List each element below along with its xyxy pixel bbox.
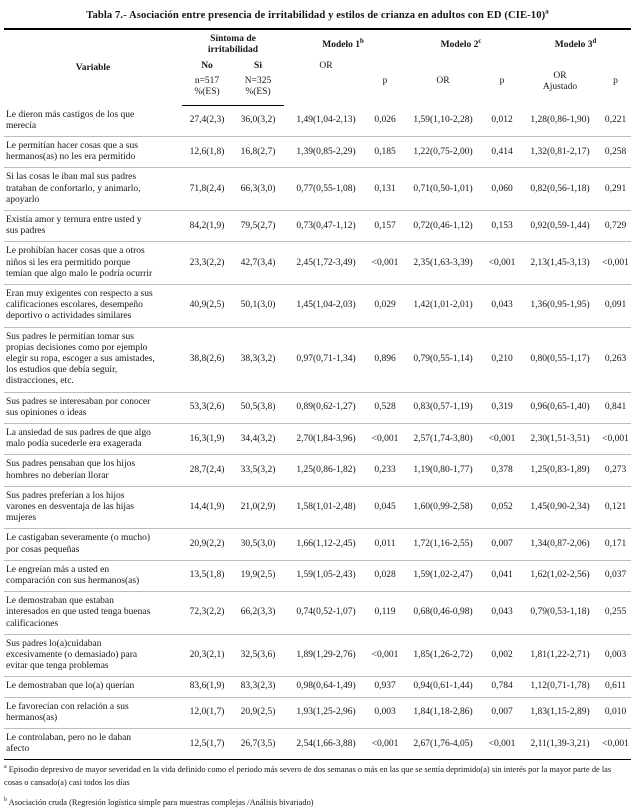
modelo3-p-cell: 0,221 [604,115,627,126]
table-row [4,697,631,728]
modelo3-p-cell: 0,010 [600,697,631,728]
modelo2-p-cell: <0,001 [484,242,520,285]
modelo1-p-cell: 0,028 [368,560,402,591]
modelo3-or-cell: 1,34(0,87-2,06) [520,529,600,560]
si-pct-cell: 66,3(3,0) [232,168,284,211]
modelo2-p-cell: 0,153 [484,210,520,241]
modelo1-or-cell: 1,89(1,29-2,76) [284,634,368,677]
modelo2-p-cell: 0,784 [484,677,520,697]
footnote-a-marker: a [4,764,7,771]
header-no: No [201,61,213,72]
modelo1-or-cell: 1,59(1,05-2,43) [284,560,368,591]
table-row [4,560,631,591]
modelo3-or-cell: 1,36(0,95-1,95) [520,284,600,327]
modelo1-or-cell: 1,58(1,01-2,48) [284,486,368,529]
modelo2-or-cell: 1,59(1,10-2,28) [413,115,473,126]
modelo2-or-cell: 1,60(0,99-2,58) [402,486,484,529]
modelo3-or-cell: 0,82(0,56-1,18) [520,168,600,211]
footnotes [4,764,631,809]
variable-cell: Le controlaban, pero no le daban afecto [4,729,182,760]
table-row [4,486,631,529]
no-pct-cell: 23,3(2,2) [182,242,232,285]
no-pct-cell: 12,6(1,8) [182,136,232,167]
modelo3-or-cell: 2,30(1,51-3,51) [520,423,600,454]
table-body [4,106,631,760]
variable-cell: Le dieron más castigos de los que merecía [6,109,135,131]
modelo1-or-cell: 1,49(1,04-2,13) [296,115,356,126]
modelo3-p-cell: 0,729 [600,210,631,241]
modelo2-p-cell: 0,319 [484,392,520,423]
modelo1-or-cell: 0,74(0,52-1,07) [284,592,368,635]
header-or-ajustado [520,58,600,105]
variable-cell: Sus padres pensaban que los hijos hombres no deberían llorar [4,455,182,486]
modelo3-or-cell: 1,12(0,71-1,78) [520,677,600,697]
footnote-a-text: Episodio depresivo de mayor severidad en la vida definido como el periodo más severo de dos semanas o más en las que se sentía deprimido(a) sin interés por la mayor parte de las cosas o cansado(a) casi todos los días [4,765,612,788]
modelo1-p-cell: <0,001 [368,634,402,677]
variable-cell: Le demostraban que estaban interesados en que usted tenga buenas calificaciones [4,592,182,635]
no-pct-cell: 71,8(2,4) [182,168,232,211]
modelo1-p-cell: 0,185 [368,136,402,167]
footnote-b-marker: b [4,796,7,803]
table-title [14,10,621,21]
header-no-es-label: %(ES) [194,86,220,97]
modelo2-or-cell: 1,59(1,02-2,47) [402,560,484,591]
table-title-superscript: a [545,8,549,16]
modelo3-p-cell: <0,001 [600,729,631,760]
modelo1-or-cell: 0,97(0,71-1,34) [284,327,368,392]
modelo1-p-cell: 0,131 [368,168,402,211]
modelo3-or-cell: 1,28(0,86-1,90) [530,115,590,126]
no-pct-cell: 28,7(2,4) [182,455,232,486]
header-modelo1 [284,29,402,58]
variable-cell: Le castigaban severamente (o mucho) por cosas pequeñas [4,529,182,560]
modelo2-or-cell: 0,83(0,57-1,19) [402,392,484,423]
modelo1-or-cell: 1,25(0,86-1,82) [284,455,368,486]
modelo1-or-cell: 1,45(1,04-2,03) [284,284,368,327]
table-row [4,210,631,241]
modelo2-p-cell: <0,001 [484,729,520,760]
modelo3-p-cell: 0,258 [600,136,631,167]
si-pct-cell: 50,1(3,0) [232,284,284,327]
header-no-n-value: n=517 [194,75,220,86]
modelo3-or-cell: 0,96(0,65-1,40) [520,392,600,423]
no-pct-cell: 72,3(2,2) [182,592,232,635]
modelo1-p-cell: 0,528 [368,392,402,423]
variable-cell: Eran muy exigentes con respecto a sus calificaciones escolares, desempeño deportivo o actividades similares [4,284,182,327]
modelo3-or-cell: 1,25(0,83-1,89) [520,455,600,486]
no-pct-cell: 84,2(1,9) [182,210,232,241]
modelo1-p-cell: 0,233 [368,455,402,486]
modelo1-p-cell: <0,001 [368,423,402,454]
no-pct-cell: 38,8(2,6) [182,327,232,392]
header-p-modelo1: p [382,76,388,87]
modelo2-or-cell: 0,68(0,46-0,98) [402,592,484,635]
modelo2-p-cell: 0,052 [484,486,520,529]
no-pct-cell: 40,9(2,5) [182,284,232,327]
table-title-text: Tabla 7.- Asociación entre presencia de irritabilidad y estilos de crianza en adultos con ED (CIE-10) [86,10,546,21]
variable-cell: Sus padres lo(a)cuidaban excesivamente (o demasiado) para evitar que tenga problemas [4,634,182,677]
si-pct-cell: 79,5(2,7) [232,210,284,241]
header-modelo2 [402,29,520,58]
modelo1-or-cell: 0,73(0,47-1,12) [284,210,368,241]
variable-cell: Si las cosas le iban mal sus padres trataban de confortarlo, y animarlo, apoyarlo [4,168,182,211]
si-pct-cell: 16,8(2,7) [232,136,284,167]
header-or-modelo1: OR [319,61,333,72]
no-pct-cell: 13,5(1,8) [182,560,232,591]
modelo2-p-cell: 0,007 [484,529,520,560]
modelo1-or-cell: 1,93(1,25-2,96) [284,697,368,728]
modelo3-p-cell: <0,001 [600,242,631,285]
header-si-n-value: N=325 [244,75,272,86]
header-sintoma-group [182,29,284,58]
header-si-n [232,74,284,106]
header-p-modelo3: p [613,76,618,87]
si-pct-cell: 33,5(3,2) [232,455,284,486]
modelo2-or-cell: 1,22(0,75-2,00) [402,136,484,167]
variable-cell: Existía amor y ternura entre usted y sus padres [4,210,182,241]
header-variable: Variable [75,63,111,74]
modelo2-or-cell: 1,19(0,80-1,77) [402,455,484,486]
si-pct-cell: 83,3(2,3) [232,677,284,697]
modelo2-p-cell: 0,378 [484,455,520,486]
si-pct-cell: 20,9(2,5) [232,697,284,728]
modelo3-or-cell: 1,45(0,90-2,34) [520,486,600,529]
footnote-b [4,797,631,809]
modelo1-p-cell: 0,119 [368,592,402,635]
si-pct-cell: 21,0(2,9) [232,486,284,529]
table-row [4,284,631,327]
no-pct-cell: 20,9(2,2) [182,529,232,560]
header-modelo3 [520,29,631,58]
modelo3-p-cell: 0,611 [600,677,631,697]
modelo3-p-cell: 0,255 [600,592,631,635]
modelo3-or-cell: 1,32(0,81-2,17) [520,136,600,167]
no-pct-cell: 12,0(1,7) [182,697,232,728]
modelo1-p-cell: 0,937 [368,677,402,697]
modelo1-p-cell: <0,001 [368,729,402,760]
modelo1-p-cell: <0,001 [368,242,402,285]
table-row [4,392,631,423]
no-pct-cell: 20,3(2,1) [182,634,232,677]
no-pct-cell: 14,4(1,9) [182,486,232,529]
modelo1-or-cell: 2,45(1,72-3,49) [284,242,368,285]
no-pct-cell: 53,3(2,6) [182,392,232,423]
si-pct-cell: 26,7(3,5) [232,729,284,760]
modelo2-p-cell: 0,043 [484,284,520,327]
table-row [4,677,631,697]
table-row [4,168,631,211]
si-pct-cell: 42,7(3,4) [232,242,284,285]
modelo2-p-cell: 0,041 [484,560,520,591]
variable-cell: La ansiedad de sus padres de que algo malo podía sucederle era exagerada [4,423,182,454]
si-pct-cell: 30,5(3,0) [232,529,284,560]
table-row [4,327,631,392]
modelo3-or-cell: 1,62(1,02-2,56) [520,560,600,591]
modelo1-or-cell: 0,77(0,55-1,08) [284,168,368,211]
header-no-n [182,74,232,106]
modelo3-p-cell: 0,841 [600,392,631,423]
table-row [4,242,631,285]
results-table [4,28,631,760]
header-si: Si [254,61,262,72]
si-pct-cell: 34,4(3,2) [232,423,284,454]
modelo2-or-cell: 0,79(0,55-1,14) [402,327,484,392]
modelo2-p-cell: 0,007 [484,697,520,728]
modelo3-p-cell: <0,001 [600,423,631,454]
modelo2-p-cell: <0,001 [484,423,520,454]
si-pct-cell: 36,0(3,2) [240,115,276,126]
header-or-ajustado-label: OR Ajustado [542,70,578,92]
no-pct-cell: 12,5(1,7) [182,729,232,760]
header-modelo2-label: Modelo 2 [440,39,479,50]
modelo1-or-cell: 0,98(0,64-1,49) [284,677,368,697]
variable-cell: Sus padres le permitían tomar sus propias decisiones como por ejemplo elegir su ropa, escoger a sus amistades, los estudios que debía seguir, distracciones, etc. [4,327,182,392]
modelo3-or-cell: 0,92(0,59-1,44) [520,210,600,241]
modelo3-p-cell: 0,003 [600,634,631,677]
modelo3-p-cell: 0,037 [600,560,631,591]
variable-cell: Le prohibían hacer cosas que a otros niños si les era permitido porque temían que algo malo le podría ocurrir [4,242,182,285]
modelo2-or-cell: 0,71(0,50-1,01) [402,168,484,211]
modelo3-or-cell: 1,81(1,22-2,71) [520,634,600,677]
si-pct-cell: 38,3(3,2) [232,327,284,392]
no-pct-cell: 27,4(2,3) [189,115,225,126]
modelo2-p-cell: 0,210 [484,327,520,392]
table-row [4,423,631,454]
modelo3-or-cell: 1,83(1,15-2,89) [520,697,600,728]
modelo2-or-cell: 0,94(0,61-1,44) [402,677,484,697]
modelo2-p-cell: 0,414 [484,136,520,167]
variable-cell: Le permitían hacer cosas que a sus hermanos(as) no les era permitido [4,136,182,167]
table-row [4,592,631,635]
modelo1-p-cell: 0,029 [368,284,402,327]
header-sintoma-label: Síntoma de irritabilidad [207,34,259,56]
modelo2-or-cell: 1,85(1,26-2,72) [402,634,484,677]
variable-cell: Le favorecían con relación a sus hermanos(as) [4,697,182,728]
modelo2-or-cell: 1,72(1,16-2,55) [402,529,484,560]
modelo1-or-cell: 1,39(0,85-2,29) [284,136,368,167]
table-row [4,729,631,760]
modelo2-p-cell: 0,002 [484,634,520,677]
modelo1-or-cell: 1,66(1,12-2,45) [284,529,368,560]
no-pct-cell: 83,6(1,9) [182,677,232,697]
modelo1-p-cell: 0,011 [368,529,402,560]
modelo2-or-cell: 0,72(0,46-1,12) [402,210,484,241]
table-row [4,634,631,677]
footnote-a [4,764,631,789]
header-modelo1-superscript: b [359,37,364,45]
variable-cell: Le demostraban que lo(a) querían [4,677,182,697]
modelo1-p-cell: 0,045 [368,486,402,529]
modelo3-p-cell: 0,121 [600,486,631,529]
modelo1-or-cell: 0,89(0,62-1,27) [284,392,368,423]
modelo2-p-cell: 0,012 [491,115,513,126]
modelo3-or-cell: 2,11(1,39-3,21) [520,729,600,760]
table-header [4,29,631,106]
modelo2-or-cell: 2,35(1,63-3,39) [402,242,484,285]
modelo1-or-cell: 2,54(1,66-3,88) [284,729,368,760]
modelo1-p-cell: 0,896 [368,327,402,392]
si-pct-cell: 19,9(2,5) [232,560,284,591]
table-row [4,529,631,560]
no-pct-cell: 16,3(1,9) [182,423,232,454]
variable-cell: Le engreían más a usted en comparación con sus hermanos(as) [4,560,182,591]
si-pct-cell: 66,2(3,3) [232,592,284,635]
modelo1-or-cell: 2,70(1,84-3,96) [284,423,368,454]
header-or-modelo2: OR [436,76,450,87]
table-row [4,455,631,486]
si-pct-cell: 32,5(3,6) [232,634,284,677]
header-modelo3-superscript: d [592,37,597,45]
header-modelo2-superscript: c [478,37,482,45]
modelo1-p-cell: 0,026 [374,115,396,126]
modelo3-p-cell: 0,273 [600,455,631,486]
si-pct-cell: 50,5(3,8) [232,392,284,423]
variable-cell: Sus padres se interesaban por conocer sus opiniones o ideas [4,392,182,423]
modelo1-p-cell: 0,003 [368,697,402,728]
modelo3-or-cell: 0,79(0,53-1,18) [520,592,600,635]
modelo3-or-cell: 2,13(1,45-3,13) [520,242,600,285]
modelo3-or-cell: 0,80(0,55-1,17) [520,327,600,392]
modelo3-p-cell: 0,263 [600,327,631,392]
header-p-modelo2: p [499,76,505,87]
modelo2-p-cell: 0,043 [484,592,520,635]
modelo2-or-cell: 2,67(1,76-4,05) [402,729,484,760]
header-si-es-label: %(ES) [245,86,271,97]
modelo2-or-cell: 1,84(1,18-2,86) [402,697,484,728]
table-row [4,106,631,137]
modelo3-p-cell: 0,291 [600,168,631,211]
modelo3-p-cell: 0,171 [600,529,631,560]
header-modelo3-label: Modelo 3 [554,39,593,50]
modelo2-or-cell: 1,42(1,01-2,01) [402,284,484,327]
variable-cell: Sus padres preferían a los hijos varones en desventaja de las hijas mujeres [4,486,182,529]
footnote-b-text: Asociación cruda (Regresión logística simple para muestras complejas /Análisis bivariado) [8,797,314,807]
header-modelo1-label: Modelo 1 [322,39,360,50]
modelo2-or-cell: 2,57(1,74-3,80) [402,423,484,454]
modelo2-p-cell: 0,060 [484,168,520,211]
modelo1-p-cell: 0,157 [368,210,402,241]
table-row [4,136,631,167]
modelo3-p-cell: 0,091 [600,284,631,327]
